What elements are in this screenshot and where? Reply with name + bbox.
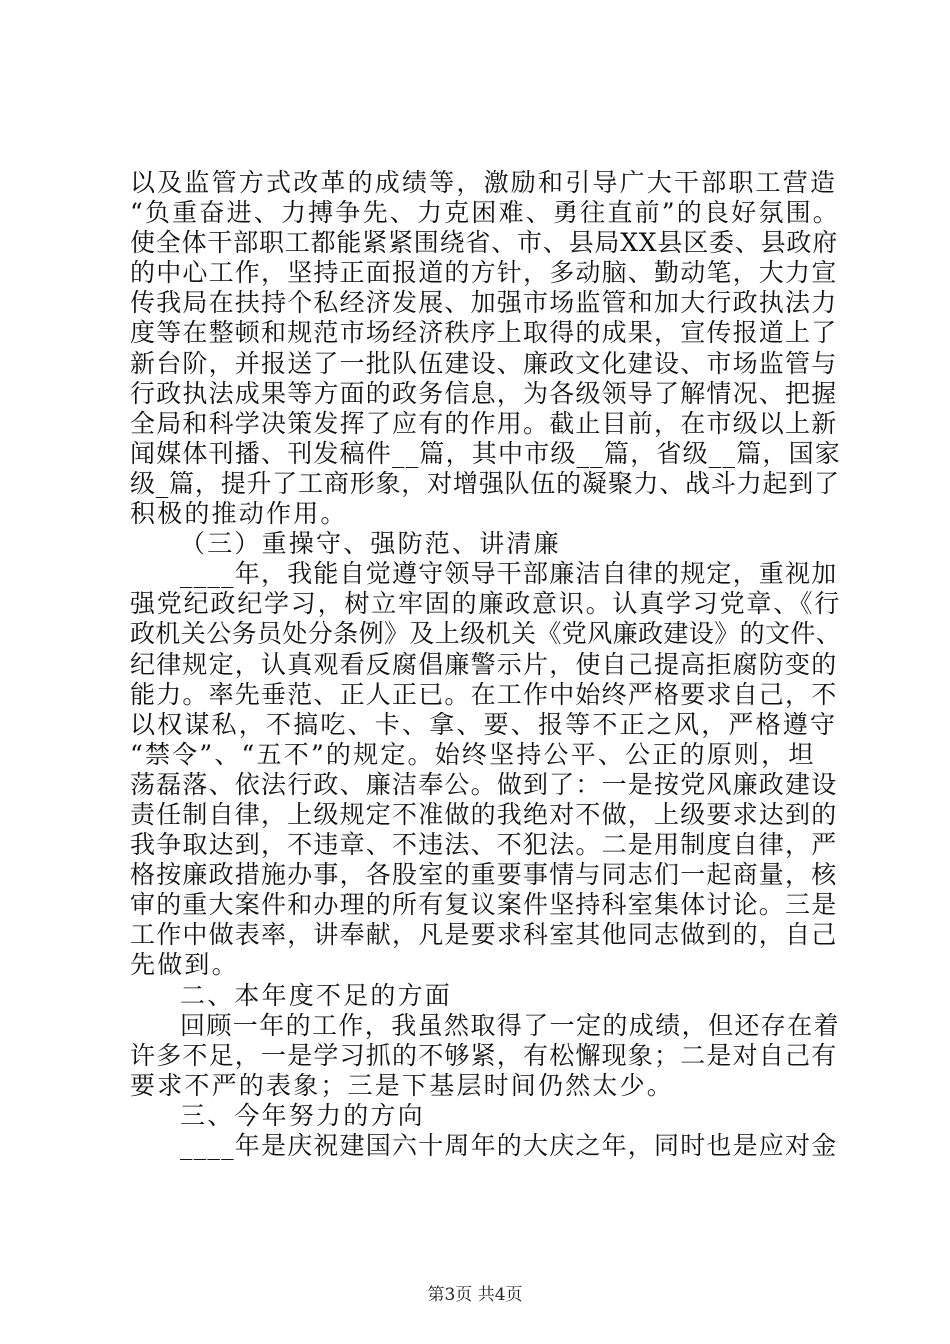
document-body [130,168,840,1161]
text-line: 以及监管方式改革的成绩等，激励和引导广大干部职工营造 [130,168,838,197]
text-line: 责任制自律，上级规定不准做的我绝对不做，上级要求达到的 [130,799,838,829]
text-line: 审的重大案件和办理的所有复议案件坚持科室集体讨论。三是 [130,890,838,920]
text-line: 闻媒体刊播、刊发稿件__篇，其中市级__篇，省级__篇，国家 [130,438,842,468]
text-line: 传我局在扶持个私经济发展、加强市场监管和加大行政执法力 [130,288,838,318]
page-footer: 第3页 共4页 [427,1285,523,1305]
text-line: 荡磊落、依法行政、廉洁奉公。做到了：一是按党风廉政建设 [130,769,838,799]
text-line: 度等在整顿和规范市场经济秩序上取得的成果，宣传报道上了 [130,318,838,348]
text-line: 新台阶，并报送了一批队伍建设、廉政文化建设、市场监管与 [130,348,838,378]
text-line: 许多不足，一是学习抓的不够紧，有松懈现象；二是对自己有 [130,1040,838,1070]
text-line: 工作中做表率，讲奉献，凡是要求科室其他同志做到的，自己 [130,920,838,950]
text-line: 二、本年度不足的方面 [180,980,453,1010]
text-line: 级_篇，提升了工商形象，对增强队伍的凝聚力、战斗力起到了 [130,468,840,498]
text-line: 三、今年努力的方向 [180,1100,425,1130]
text-line: 我争取达到，不违章、不违法、不犯法。二是用制度自律，严 [130,830,838,860]
text-line: 要求不严的表象；三是下基层时间仍然太少。 [130,1070,675,1100]
text-line: 回顾一年的工作，我虽然取得了一定的成绩，但还存在着 [180,1010,841,1040]
text-line: 强党纪政纪学习，树立牢固的廉政意识。认真学习党章、《行 [130,589,842,619]
text-line: 积极的推动作用。 [130,499,348,529]
text-line: 以权谋私，不搞吃、卡、拿、要、报等不正之风，严格遵守 [130,709,838,739]
text-line: 政机关公务员处分条例》及上级机关《党风廉政建设》的文件、 [130,619,842,649]
text-line: ____年是庆祝建国六十周年的大庆之年，同时也是应对金 [180,1131,838,1160]
text-line: （三）重操守、强防范、讲清廉 [180,529,561,559]
text-line: 行政执法成果等方面的政务信息，为各级领导了解情况、把握 [130,378,838,408]
text-line: 格按廉政措施办事，各股室的重要事情与同志们一起商量，核 [130,860,838,890]
text-line: 使全体干部职工都能紧紧围绕省、市、县局XX县区委、县政府 [130,228,838,258]
text-line: “负重奋进、力搏争先、力克困难、勇往直前”的良好氛围。 [130,198,840,228]
text-line: “禁令”、“五不”的规定。始终坚持公平、公正的原则，坦 [130,739,816,769]
text-line: ____年，我能自觉遵守领导干部廉洁自律的规定，重视加 [180,559,838,589]
text-line: 全局和科学决策发挥了应有的作用。截止目前，在市级以上新 [130,408,838,438]
text-line: 纪律规定，认真观看反腐倡廉警示片，使自己提高拒腐防变的 [130,649,838,679]
text-line: 先做到。 [130,950,239,980]
text-line: 的中心工作，坚持正面报道的方针，多动脑、勤动笔，大力宣 [130,258,838,288]
text-line: 能力。率先垂范、正人正已。在工作中始终严格要求自己，不 [130,679,838,709]
